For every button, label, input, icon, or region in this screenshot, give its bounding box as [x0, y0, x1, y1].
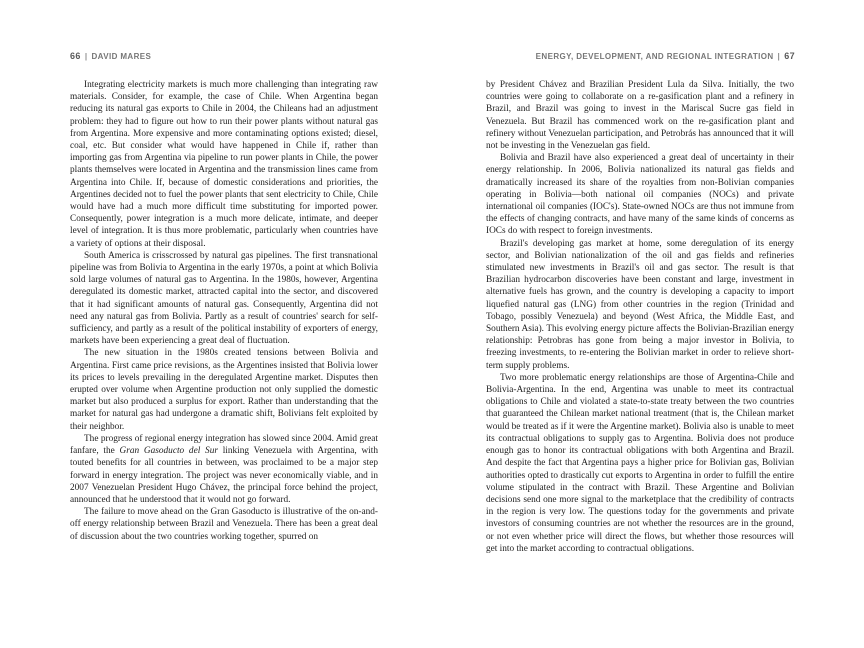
paragraph-continuation: by President Chávez and Brazilian President Lula da Silva. Initially, the two countries were going to collaborate on a re-gasification plant and a refinery in Brazil, and Brazil was going to invest in the Mariscal Sucre gas field in Venezuela. But Brazil has commenced work on the re-gasification plant and refinery without Venezuelan participation, and Petrobrás has announced that it will not be investing in the Venezuelan gas field.: [486, 80, 794, 152]
right-page-number: 67: [784, 51, 795, 61]
gran-gasoducto-italic-title: Gran Gasoducto del Sur: [119, 446, 218, 457]
paragraph-bolivia-argentina-tensions: The new situation in the 1980s created tensions between Bolivia and Argentina. First came price revisions, as the Argentines insisted that Bolivia lower its prices to levels prevailing in the deregulated Argentine market. Disputes then erupted over volume when Argentine production not only supplied the domestic market but also produced a surplus for export. Rather than understanding that the market for natural gas had undergone a dramatic shift, Bolivians felt exploited by their neighbor.: [70, 348, 378, 432]
left-page-number: 66: [70, 51, 81, 61]
paragraph-brazil-venezuela: The failure to move ahead on the Gran Gasoducto is illustrative of the on-and-off energy relationship between Brazil and Venezuela. There has been a great deal of discussion about the two countries working together, spurred on: [70, 507, 378, 542]
right-page-body: [486, 79, 794, 555]
left-running-head: [70, 51, 151, 61]
gran-gasoducto-text-after: linking Venezuela with Argentina, with touted benefits for all countries in between, was proclaimed to be a major step forward in energy integration. The project was never economically viable, and in 2007 Venezuelan President Hugo Chávez, the principal force behind the project, announced that he understood that it would not go forward.: [70, 446, 378, 505]
paragraph-bolivia-brazil: Bolivia and Brazil have also experienced a great deal of uncertainty in their energy relationship. In 2006, Bolivia nationalized its natural gas fields and dramatically increased its share of the royalties from non-Bolivian companies operating in Bolivia—both national oil companies (NOCs) and private international oil companies (IOC's). State-owned NOCs are thus not immune from the effects of changing contracts, and have many of the same kinds of concerns as IOCs do with respect to foreign investments.: [486, 153, 794, 237]
paragraph-brazil-gas-market: Brazil's developing gas market at home, some deregulation of its energy sector, and Bolivian nationalization of the oil and gas fields and refineries stimulated new investments in Brazil's oil and gas sector. The result is that Brazilian hydrocarbon discoveries have been constant and large, investment in alternative fuels has grown, and the country is developing a capacity to import liquefied natural gas (LNG) from other countries in the region (Trinidad and Tobago, possibly Venezuela) and beyond (West Africa, the Middle East, and Southern Asia). This evolving energy picture affects the Bolivian-Brazilian energy relationship: Petrobras has gone from being a major investor in Bolivia, to freezing investments, to re-entering the Bolivian market in order to relieve short-term supply problems.: [486, 238, 794, 371]
author-name: DAVID MARES: [91, 52, 152, 61]
running-head-separator: |: [84, 52, 88, 61]
right-page: [432, 0, 864, 648]
right-running-head: [536, 51, 795, 61]
running-head-separator: |: [777, 52, 781, 61]
paragraph-gran-gasoducto: [70, 433, 378, 506]
gran-gasoducto-text-before: The progress of regional energy integration has slowed since 2004. Amid great fanfare, the: [70, 433, 378, 457]
chapter-running-title: ENERGY, DEVELOPMENT, AND REGIONAL INTEGRATION: [535, 52, 774, 61]
paragraph-electricity-integration: Integrating electricity markets is much more challenging than integrating raw materials. Consider, for example, the case of Chile. When Argentina began reducing its natural gas exports to Chile in 2004, the Chileans had an adjustment problem: they had to figure out how to run their power plants without natural gas from Argentina. More expensive and more contaminating options existed; diesel, coal, etc. But consider what would have happened in Chile if, rather than importing gas from Argentina via pipeline to run power plants in Chile, the power plants themselves were located in Argentina and the transmission lines came from Argentina into Chile. If, because of domestic considerations and priorities, the Argentines decided not to fuel the power plants that sent electricity to Chile, Chile would have had a much more difficult time substituting for imported power. Consequently, power integration is a much more delicate, intimate, and deeper level of integration. It is thus more problematic, particularly when countries have a variety of options at their disposal.: [70, 80, 378, 249]
paragraph-problematic-relationships: Two more problematic energy relationships are those of Argentina-Chile and Bolivia-Argentina. In the end, Argentina was unable to meet its contractual obligations to Chile and violated a state-to-state treaty between the two countries that guaranteed the Chilean market national treatment (that is, the Chilean market would be treated as if it were the Argentine market). Bolivia also is unable to meet its contractual obligations to supply gas to Argentina. Bolivia does not produce enough gas to honor its contractual obligations with both Argentina and Brazil. And despite the fact that Argentina pays a higher price for Bolivian gas, Bolivian authorities opted to drastically cut exports to Argentina in order to fulfill the entire volume stipulated in the contract with Brazil. These Argentine and Bolivian decisions send one more signal to the marketplace that the credibility of contracts in the region is very low. The questions today for the governments and private investors of consuming countries are not whether the resources are in the ground, or not even whether price will direct the flows, but whether those resources will get into the market according to contractual obligations.: [486, 372, 794, 554]
left-page-body: [70, 79, 378, 543]
paragraph-pipelines: South America is crisscrossed by natural gas pipelines. The first transnational pipeline was from Bolivia to Argentina in the early 1970s, a point at which Bolivia sold large volumes of natural gas to Argentina. In the 1980s, however, Argentina deregulated its domestic market, attracted capital into the sector, and discovered that it had significant amounts of natural gas. Consequently, Argentina did not need any natural gas from Bolivia. Partly as a result of countries' search for self-sufficiency, and partly as a result of the political instability of exporters of energy, markets have been experiencing a great deal of fluctuation.: [70, 250, 378, 347]
